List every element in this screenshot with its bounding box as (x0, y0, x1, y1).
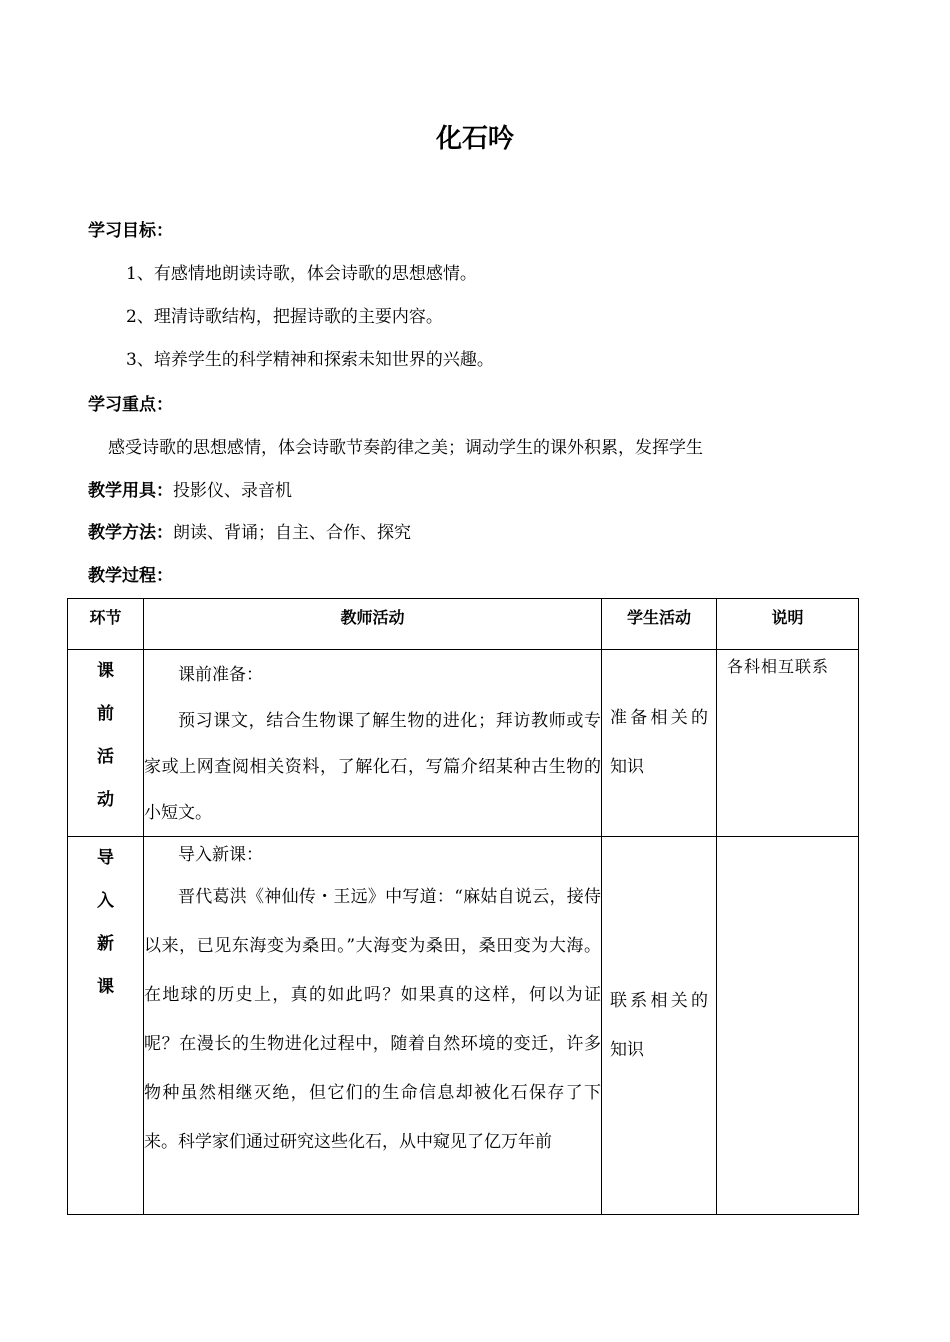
tools-line (88, 476, 292, 501)
table-row (68, 650, 859, 837)
teacher-activity-cell (144, 837, 602, 1215)
header-student-activity: 学生活动 (602, 599, 717, 650)
objective-item-2: 2、理清诗歌结构，把握诗歌的主要内容。 (126, 307, 443, 327)
section-char: 导 (97, 848, 114, 868)
student-activity-cell: 准备相关的知识 (602, 650, 717, 837)
section-char: 课 (97, 977, 114, 997)
section-char: 前 (97, 704, 114, 724)
section-cell (68, 650, 144, 837)
focus-text: 感受诗歌的思想感情，体会诗歌节奏韵律之美；调动学生的课外积累，发挥学生 (108, 438, 703, 458)
teacher-activity-text: 预习课文，结合生物课了解生物的进化；拜访教师或专家或上网查阅相关资料，了解化石，写篇介绍某种古生物的小短文。 (144, 711, 601, 823)
objectives-heading: 学习目标： (88, 221, 173, 241)
lesson-plan-table (67, 598, 859, 1215)
methods-text: 朗读、背诵；自主、合作、探究 (173, 523, 411, 543)
objective-item-1: 1、有感情地朗读诗歌，体会诗歌的思想感情。 (126, 264, 477, 284)
section-char: 新 (97, 934, 114, 954)
student-activity-cell: 联系相关的知识 (602, 837, 717, 1215)
tools-text: 投影仪、录音机 (173, 481, 292, 501)
teacher-activity-text: 晋代葛洪《神仙传・王远》中写道：“麻姑自说云，接侍以来，已见东海变为桑田。”大海变为桑田，桑田变为大海。在地球的历史上，真的如此吗？如果真的这样，何以为证呢？在漫长的生物进化过程中，随着自然环境的变迁，许多物种虽然相继灭绝，但它们的生命信息却被化石保存了下来。科学家们通过研究这些化石，从中窥见了亿万年前 (144, 887, 601, 1152)
table-row (68, 837, 859, 1215)
header-section: 环节 (68, 599, 144, 650)
methods-line (88, 518, 411, 543)
teacher-activity-label: 导入新课： (178, 845, 263, 865)
objective-item-3: 3、培养学生的科学精神和探索未知世界的兴趣。 (126, 350, 494, 370)
section-char: 课 (97, 661, 114, 681)
focus-heading: 学习重点： (88, 395, 173, 415)
table-header-row (68, 599, 859, 650)
document-title: 化石吟 (435, 124, 514, 154)
section-cell (68, 837, 144, 1215)
note-cell (717, 837, 859, 1215)
process-heading: 教学过程： (88, 566, 173, 586)
section-char: 动 (97, 790, 114, 810)
teacher-activity-cell (144, 650, 602, 837)
header-note: 说明 (717, 599, 859, 650)
teacher-activity-label: 课前准备： (178, 665, 263, 685)
note-cell: 各科相互联系 (717, 650, 859, 837)
section-char: 入 (97, 891, 114, 911)
header-teacher-activity: 教师活动 (144, 599, 602, 650)
section-char: 活 (97, 747, 114, 767)
methods-heading: 教学方法： (88, 523, 173, 543)
tools-heading: 教学用具： (88, 481, 173, 501)
